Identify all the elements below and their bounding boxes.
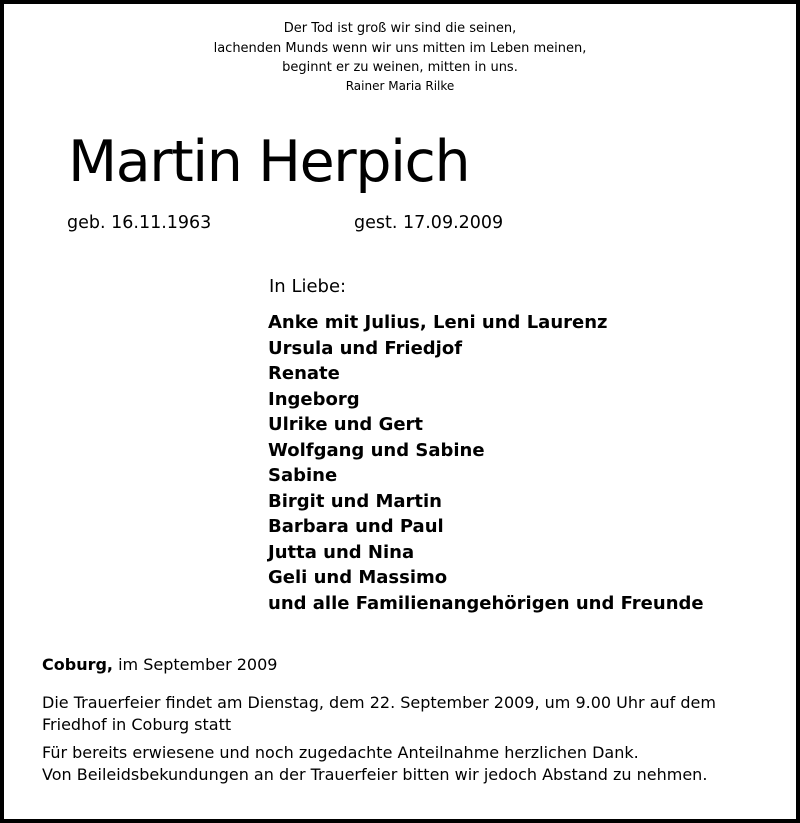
- place-name: Coburg,: [42, 655, 113, 674]
- mourner-entry: Sabine: [268, 465, 338, 486]
- notice-date: im September 2009: [118, 655, 278, 674]
- service-line: Friedhof in Coburg statt: [42, 714, 232, 734]
- mourner-entry: und alle Familienangehörigen und Freunde: [268, 592, 704, 614]
- quote-line: lachenden Munds wenn wir uns mitten im Leben meinen,: [213, 40, 587, 56]
- service-line: Die Trauerfeier findet am Dienstag, dem 22. September 2009, um 9.00 Uhr auf dem: [42, 693, 716, 712]
- birth-date: geb. 16.11.1963: [67, 213, 212, 233]
- thanks-line: Von Beileidsbekundungen an der Trauerfeier bitten wir jedoch Abstand zu nehmen.: [42, 764, 708, 784]
- rilke-quote: [8, 19, 792, 95]
- place-and-date: [42, 654, 277, 676]
- thanks-line: Für bereits erwiesene und noch zugedachte Anteilnahme herzlichen Dank.: [42, 743, 639, 762]
- mourner-entry: Renate: [268, 363, 340, 384]
- quote-line: beginnt er zu weinen, mitten in uns.: [282, 60, 518, 75]
- funeral-service-info: [42, 692, 716, 735]
- mourner-entry: Ulrike und Gert: [268, 414, 424, 435]
- mourners-intro: In Liebe:: [269, 276, 347, 297]
- mourner-entry: Ursula und Friedjof: [268, 337, 463, 359]
- mourner-entry: Wolfgang und Sabine: [268, 439, 485, 461]
- mourner-entry: Ingeborg: [268, 388, 360, 410]
- death-date: gest. 17.09.2009: [354, 213, 504, 233]
- mourners-list: [268, 310, 704, 616]
- mourner-entry: Birgit und Martin: [268, 490, 442, 512]
- deceased-name: Martin Herpich: [68, 129, 470, 195]
- quote-line: Der Tod ist groß wir sind die seinen,: [283, 21, 517, 36]
- mourner-entry: Anke mit Julius, Leni und Laurenz: [268, 312, 608, 333]
- quote-author: Rainer Maria Rilke: [345, 78, 455, 93]
- mourner-entry: Barbara und Paul: [268, 516, 444, 537]
- thanks-note: [42, 742, 707, 785]
- mourner-entry: Jutta und Nina: [268, 541, 415, 563]
- mourner-entry: Geli und Massimo: [268, 567, 448, 588]
